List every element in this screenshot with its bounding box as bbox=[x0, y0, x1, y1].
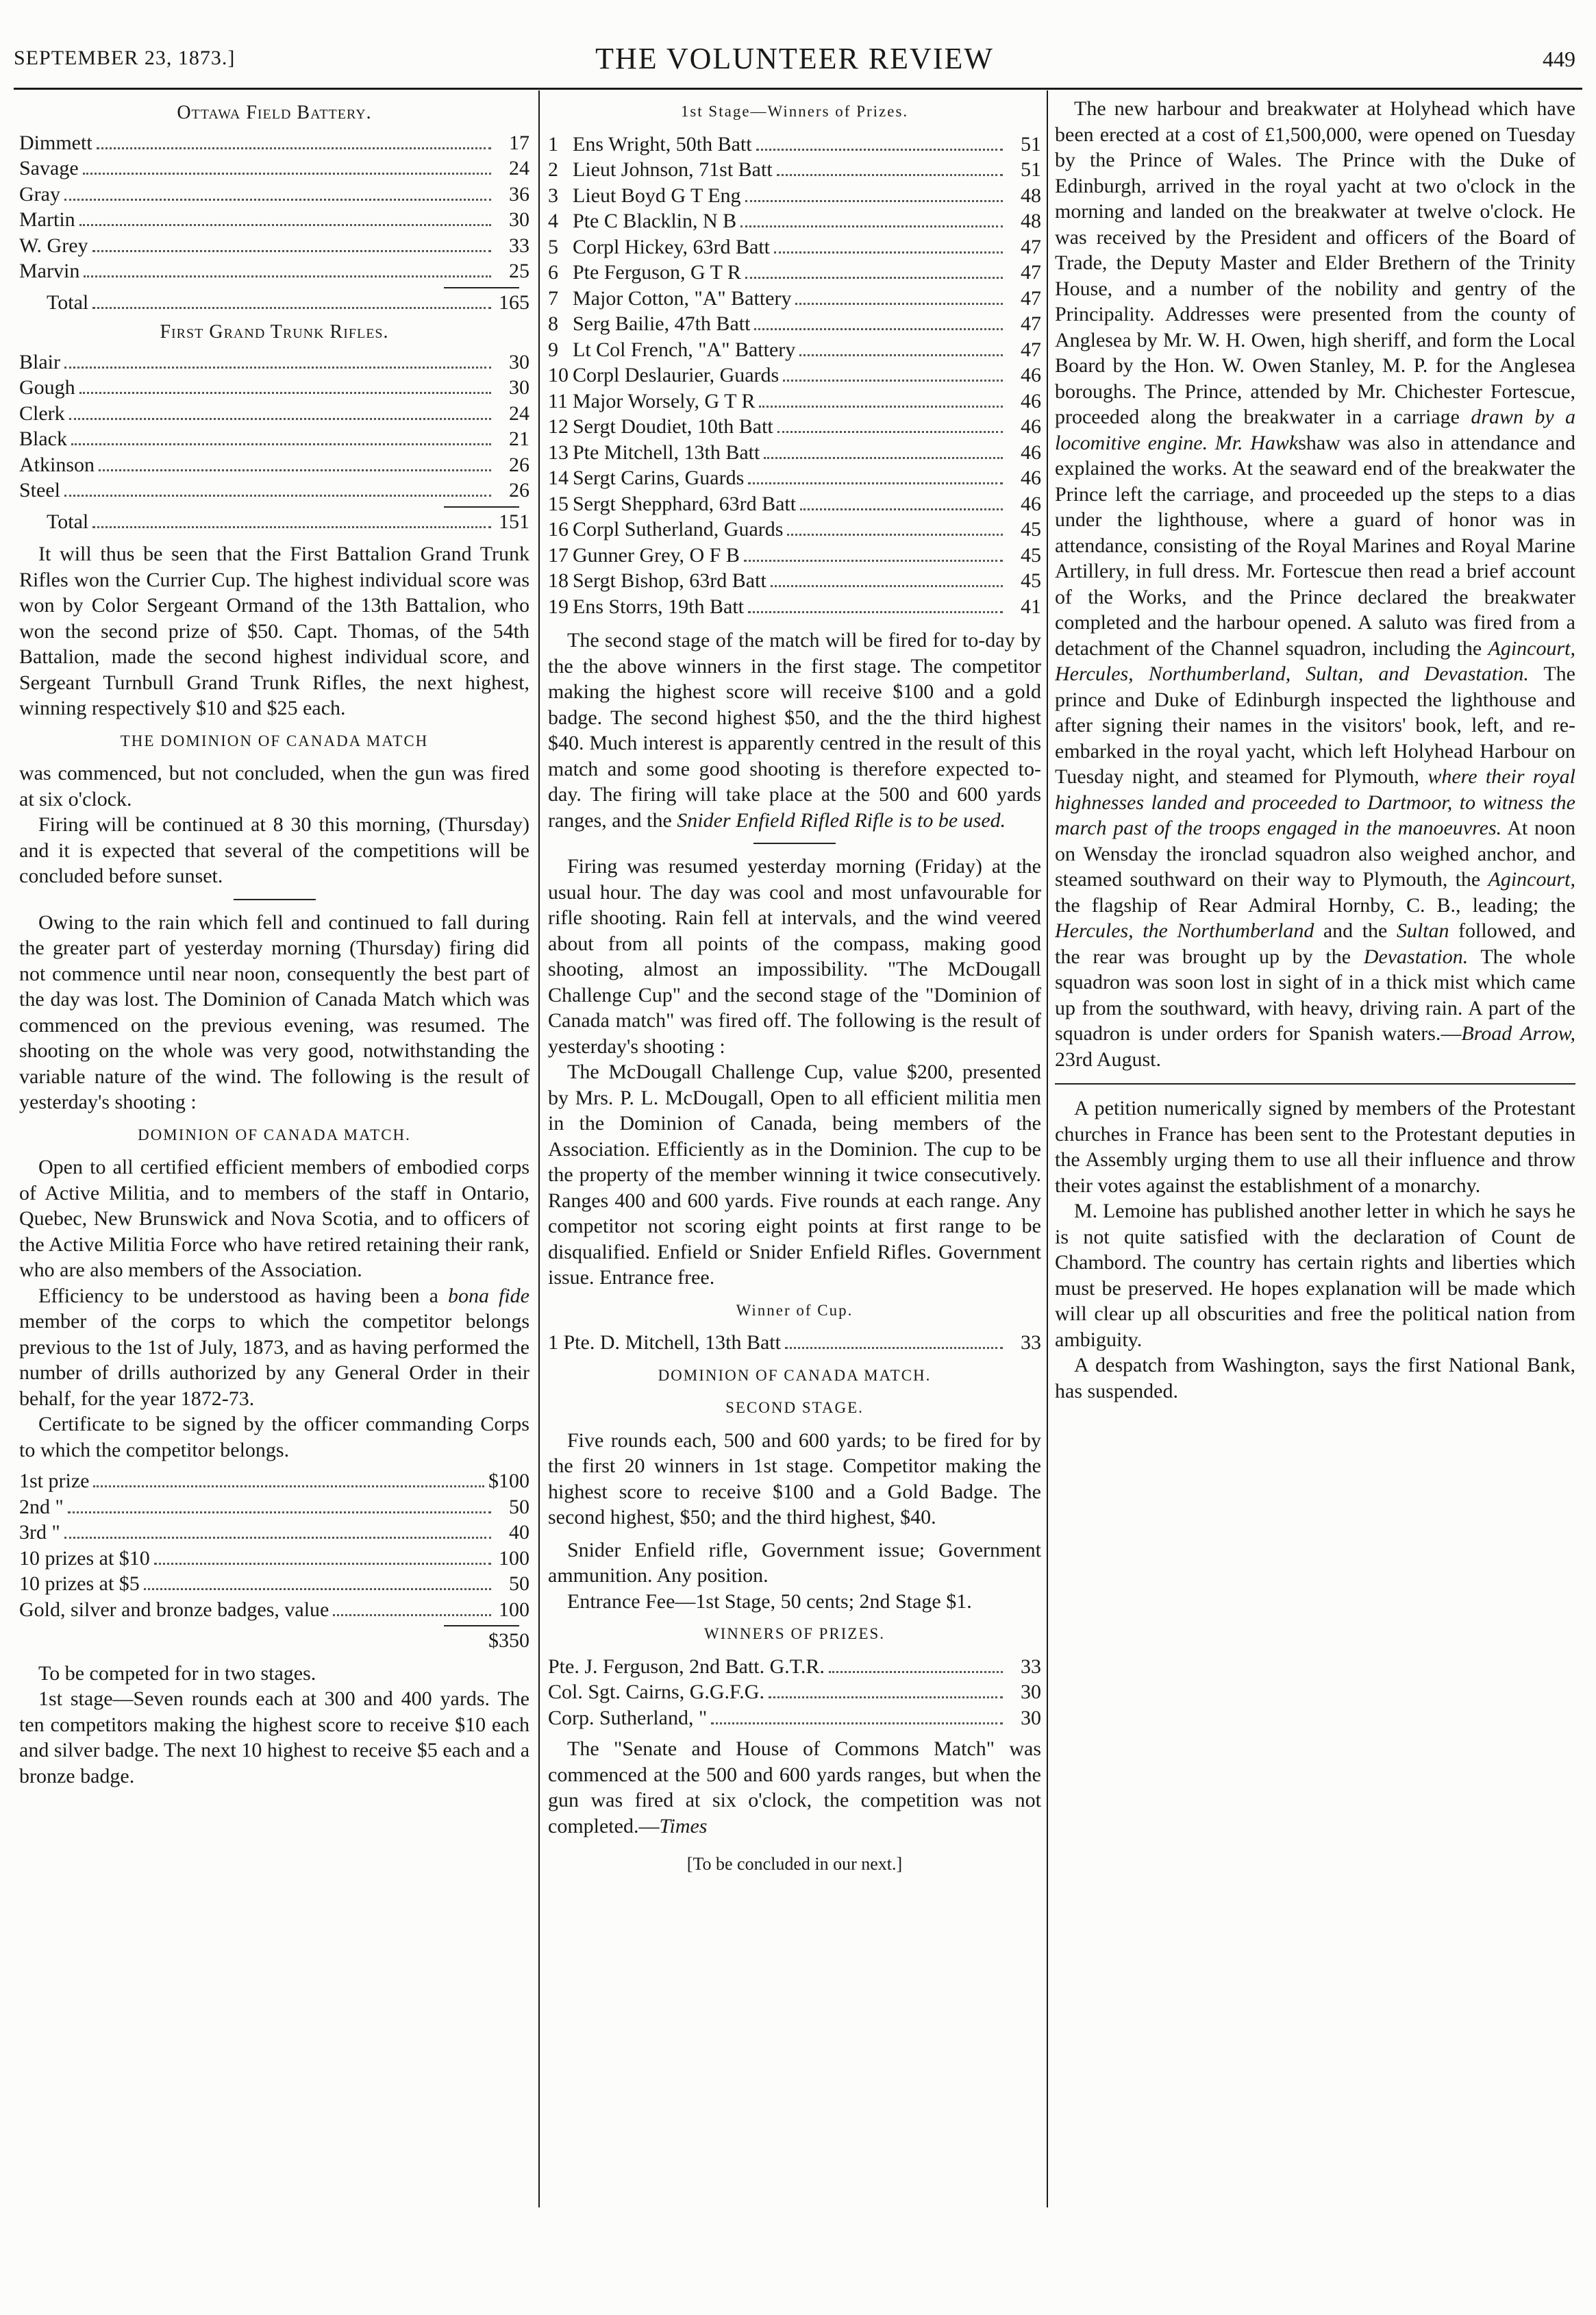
paragraph: Five rounds each, 500 and 600 yards; to be fired for by the first 20 winners in 1st stage. Competitor making the highest score to receive $100 and a Gold Badge. The second highest, $50; and the third highest, $40. bbox=[548, 1428, 1041, 1528]
prize-row: 10 prizes at $5 50 bbox=[19, 1572, 529, 1595]
paragraph: Open to all certified efficient members of embodied corps of Active Militia, and to members of the staff in Ontario, Quebec, New Brunswick and Nova Scotia, and to officers of the Active Militia Force who have retired retaining their rank, who are also members of the Association. bbox=[19, 1156, 529, 1281]
column-rule-2 bbox=[1047, 90, 1048, 2207]
winner-row: 8 Serg Bailie, 47th Batt 47 bbox=[548, 312, 1041, 335]
score-row: Gray 36 bbox=[19, 182, 529, 206]
grand-trunk-title: First Grand Trunk Rifles. bbox=[160, 321, 389, 343]
winner-row: 18 Sergt Bishop, 63rd Batt 45 bbox=[548, 569, 1041, 592]
prize-row: Gold, silver and bronze badges, value 100 bbox=[19, 1598, 529, 1621]
winner-row: 15 Sergt Shepphard, 63rd Batt 46 bbox=[548, 492, 1041, 515]
winner-row: 19 Ens Storrs, 19th Batt 41 bbox=[548, 595, 1041, 618]
paragraph: It will thus be seen that the First Battalion Grand Trunk Rifles won the Currier Cup. The highest individual score was won by Color Sergeant Ormand of the 13th Battalion, who won the second prize of $50. Capt. Thomas, of the 54th Battalion, made the second highest individual score, and Sergeant Turnbull Grand Trunk Rifles, the next highest, winning respectively $10 and $25 each. bbox=[19, 543, 529, 719]
column-rule-1 bbox=[538, 90, 540, 2207]
winner-row: Pte. J. Ferguson, 2nd Batt. G.T.R. 33 bbox=[548, 1655, 1041, 1678]
score-row: Dimmett 17 bbox=[19, 131, 529, 154]
paragraph: Firing was resumed yesterday morning (Friday) at the usual hour. The day was cool and most unfavourable for rifle shooting. Rain fell at intervals, and the wind veered about from all points of the compass, making good shooting, almost an impossibility. "The McDougall Challenge Cup" and the second stage of the "Dominion of Canada match" was fired off. The following is the result of yesterday's shooting : bbox=[548, 855, 1041, 1058]
winner-row: 2 Lieut Johnson, 71st Batt 51 bbox=[548, 158, 1041, 181]
column-1 bbox=[19, 96, 529, 2212]
paragraph: A despatch from Washington, says the first National Bank, has suspended. bbox=[1055, 1354, 1575, 1402]
prize-row: 2nd " 50 bbox=[19, 1495, 529, 1518]
total-rule bbox=[444, 506, 519, 508]
paragraph: Snider Enfield rifle, Government issue; Government ammunition. Any position. bbox=[548, 1538, 1041, 1587]
paragraph: The "Senate and House of Commons Match" was commenced at the 500 and 600 yards ranges, but when the gun was fired at six o'clock, the competition was not completed.—Times bbox=[548, 1737, 1041, 1837]
paragraph: The new harbour and breakwater at Holyhead which have been erected at a cost of £1,500,000, were opened on Tuesday by the Prince of Wales. The Prince with the Duke of Edinburgh, arrived in the royal yacht at two o'clock in the morning and landed on the breakwater at twelve o'clock. He was received by the President and officers of the Board of Trade, the Deputy Master and Elder Brethern of the Trinity House, and a number of the nobility and gentry of the Principality. Addresses were presented from the county of Anglesea by Mr. W. H. Owen, high sheriff, and form the Local Board by the Hon. W. Owen Stanley, M. P. for the Anglesea boroughs. The Prince, attended by Mr. Chichester Fortescue, proceeded along the breakwater in a carriage drawn by a locomitive engine. Mr. Hawkshaw was also in attendance and explained the works. At the seaward end of the breakwater the Prince left the carriage, and proceeded up the steps to a dias under the lighthouse, where a guard of honor was in attendance, consisting of the Royal Marines and Royal Marine Artillery, in full dress. Mr. Fortescue then read a brief account of the Works, and the Prince declared the breakwater completed and the harbour opened. A saluto was fired from a detachment of the Channel squadron, including the Agincourt, Hercules, Northumberland, Sultan, and Devastation. The prince and Duke of Edinburgh inspected the lighthouse and after signing their names in the visitors' book, left, and re-embarked in the royal yacht, which left Holyhead Harbour on Tuesday night, and steamed for Plymouth, where their royal highnesses landed and proceeded to Dartmoor, to witness the march past of the troops engaged in the manoeuvres. At noon on Wensday the ironclad squadron also weighed anchor, and steamed southward on their way to Plymouth, the Agincourt, the flagship of Rear Admiral Hornby, C. B., leading; the Hercules, the Northumberland and the Sultan followed, and the rear was brought up by the Devastation. The whole squadron was soon lost in sight of in a thick mist which came up from the southward, with heavy, driving rain. A part of the squadron is under orders for Spanish waters.—Broad Arrow, 23rd August. bbox=[1055, 97, 1575, 1071]
paragraph: The McDougall Challenge Cup, value $200, presented by Mrs. P. L. McDougall, Open to all efficient militia men in the Dominion of Canada, being members of the Association. Efficiently as in the Dominion. The cup to be the property of the member winning it twice consecutively. Ranges 400 and 600 yards. Five rounds at each range. Any competitor not scoring eight points at first range to be disqualified. Enfield or Snider Enfield Rifles. Government issue. Entrance free. bbox=[548, 1061, 1041, 1289]
column-2 bbox=[548, 96, 1041, 2212]
winner-row: 16 Corpl Sutherland, Guards 45 bbox=[548, 518, 1041, 541]
paragraph: was commenced, but not concluded, when the gun was fired at six o'clock. bbox=[19, 762, 529, 810]
prize-row: 3rd " 40 bbox=[19, 1521, 529, 1544]
page-header bbox=[14, 41, 1575, 82]
page-number: 449 bbox=[1543, 47, 1575, 71]
prize-row: 1st prize $100 bbox=[19, 1470, 529, 1492]
paragraph: Entrance Fee—1st Stage, 50 cents; 2nd Stage $1. bbox=[567, 1589, 972, 1613]
winner-row: 11 Major Worsely, G T R 46 bbox=[548, 389, 1041, 412]
winner-row: 9 Lt Col French, "A" Battery 47 bbox=[548, 338, 1041, 361]
score-row: Black 21 bbox=[19, 428, 529, 450]
winners-title: 1st Stage—Winners of Prizes. bbox=[680, 103, 909, 120]
paragraph: Efficiency to be understood as having been a bona fide member of the corps to which the competitor belongs previous to the 1st of July, 1873, and as having performed the number of drills authorized by any General Order in their behalf, for the year 1872-73. bbox=[19, 1284, 529, 1410]
paragraph: To be competed for in two stages. bbox=[38, 1661, 316, 1685]
score-row: Savage 24 bbox=[19, 157, 529, 179]
paragraph: A petition numerically signed by members of the Protestant churches in France has been sent to the Protestant deputies in the Assembly urging them to use all their influence and throw their votes against the establishment of a monarchy. bbox=[1055, 1097, 1575, 1197]
winner-row: 5 Corpl Hickey, 63rd Batt 47 bbox=[548, 235, 1041, 258]
score-row: Clerk 24 bbox=[19, 401, 529, 425]
header-title: THE VOLUNTEER REVIEW bbox=[595, 42, 994, 75]
header-rule bbox=[14, 88, 1582, 90]
paragraph: Firing will be continued at 8 30 this morning, (Thursday) and it is expected that several of the competitions will be concluded before sunset. bbox=[19, 813, 529, 887]
prize-row: 10 prizes at $10 100 bbox=[19, 1546, 529, 1570]
winner-row: Col. Sgt. Cairns, G.G.F.G. 30 bbox=[548, 1681, 1041, 1703]
winner-row: 1 Ens Wright, 50th Batt 51 bbox=[548, 132, 1041, 156]
winner-row: 6 Pte Ferguson, G T R 47 bbox=[548, 261, 1041, 284]
winner-row: 13 Pte Mitchell, 13th Batt 46 bbox=[548, 441, 1041, 464]
paragraph: M. Lemoine has published another letter in which he says he is not quite satisfied with the declaration of Count de Chambord. The country has certain rights and liberties which must be preserved. He hopes explanation will be made which will clear up all obscurities and free the political nation from ambiguity. bbox=[1055, 1200, 1575, 1351]
paragraph: Certificate to be signed by the officer commanding Corps to which the competitor belongs. bbox=[19, 1413, 529, 1461]
header-date: SEPTEMBER 23, 1873.] bbox=[14, 47, 236, 69]
separator bbox=[753, 843, 836, 844]
section-heading: DOMINION OF CANADA MATCH. bbox=[658, 1366, 932, 1384]
score-row: Steel 26 bbox=[19, 479, 529, 502]
winner-row: 14 Sergt Carins, Guards 46 bbox=[548, 467, 1041, 489]
score-row: Marvin 25 bbox=[19, 260, 529, 282]
prizes-total: $350 bbox=[488, 1629, 529, 1652]
score-row: Martin 30 bbox=[19, 208, 529, 231]
to-be-concluded: [To be concluded in our next.] bbox=[686, 1854, 903, 1874]
score-row: Gough 30 bbox=[19, 376, 529, 399]
winner-row: 10 Corpl Deslaurier, Guards 46 bbox=[548, 364, 1041, 386]
score-row: W. Grey 33 bbox=[19, 234, 529, 257]
total-rule bbox=[444, 287, 519, 288]
section-heading: Winner of Cup. bbox=[736, 1301, 853, 1319]
separator bbox=[234, 899, 316, 900]
winner-row: 7 Major Cotton, "A" Battery 47 bbox=[548, 286, 1041, 310]
paragraph: Owing to the rain which fell and continued to fall during the greater part of yesterday morning (Thursday) firing did not commence until near noon, consequently the best part of the day was lost. The Dominion of Canada Match which was commenced on the previous evening, was resumed. The shooting on the whole was very good, notwithstanding the variable nature of the wind. The following is the result of yesterday's shooting : bbox=[19, 911, 529, 1113]
section-heading: DOMINION OF CANADA MATCH. bbox=[138, 1126, 411, 1143]
score-row: Atkinson 26 bbox=[19, 453, 529, 476]
winner-row: 4 Pte C Blacklin, N B 48 bbox=[548, 210, 1041, 232]
winner-row: Corp. Sutherland, " 30 bbox=[548, 1706, 1041, 1729]
score-row: Blair 30 bbox=[19, 350, 529, 373]
total-rule bbox=[444, 1625, 519, 1626]
gtr-total: Total 151 bbox=[47, 510, 529, 533]
section-heading: WINNERS OF PRIZES. bbox=[703, 1625, 886, 1642]
cup-winner-row: 1 Pte. D. Mitchell, 13th Batt 33 bbox=[548, 1331, 1041, 1354]
column-3 bbox=[1055, 96, 1575, 2212]
winner-row: 17 Gunner Grey, O F B 45 bbox=[548, 543, 1041, 567]
winner-row: 3 Lieut Boyd G T Eng 48 bbox=[548, 184, 1041, 207]
paragraph: 1st stage—Seven rounds each at 300 and 400 yards. The ten competitors making the highest score to receive $10 each and silver badge. The next 10 highest to receive $5 each and a bronze badge. bbox=[19, 1687, 529, 1787]
winner-row: 12 Sergt Doudiet, 10th Batt 46 bbox=[548, 415, 1041, 438]
section-heading: THE DOMINION OF CANADA MATCH bbox=[120, 732, 429, 750]
ottawa-total: Total 165 bbox=[47, 290, 529, 314]
section-heading: SECOND STAGE. bbox=[725, 1399, 864, 1416]
paragraph: The second stage of the match will be fired for to-day by the the above winners in the first stage. The competitor making the highest score will receive $100 and a gold badge. The second highest $50, and the the third highest $40. Much interest is apparently centred in the result of this match and some good shooting is therefore expected to-day. The firing will take place at the 500 and 600 yards ranges, and the Snider Enfield Rifled Rifle is to be used. bbox=[548, 629, 1041, 832]
separator bbox=[1055, 1083, 1575, 1085]
ottawa-battery-title: Ottawa Field Battery. bbox=[177, 102, 372, 123]
